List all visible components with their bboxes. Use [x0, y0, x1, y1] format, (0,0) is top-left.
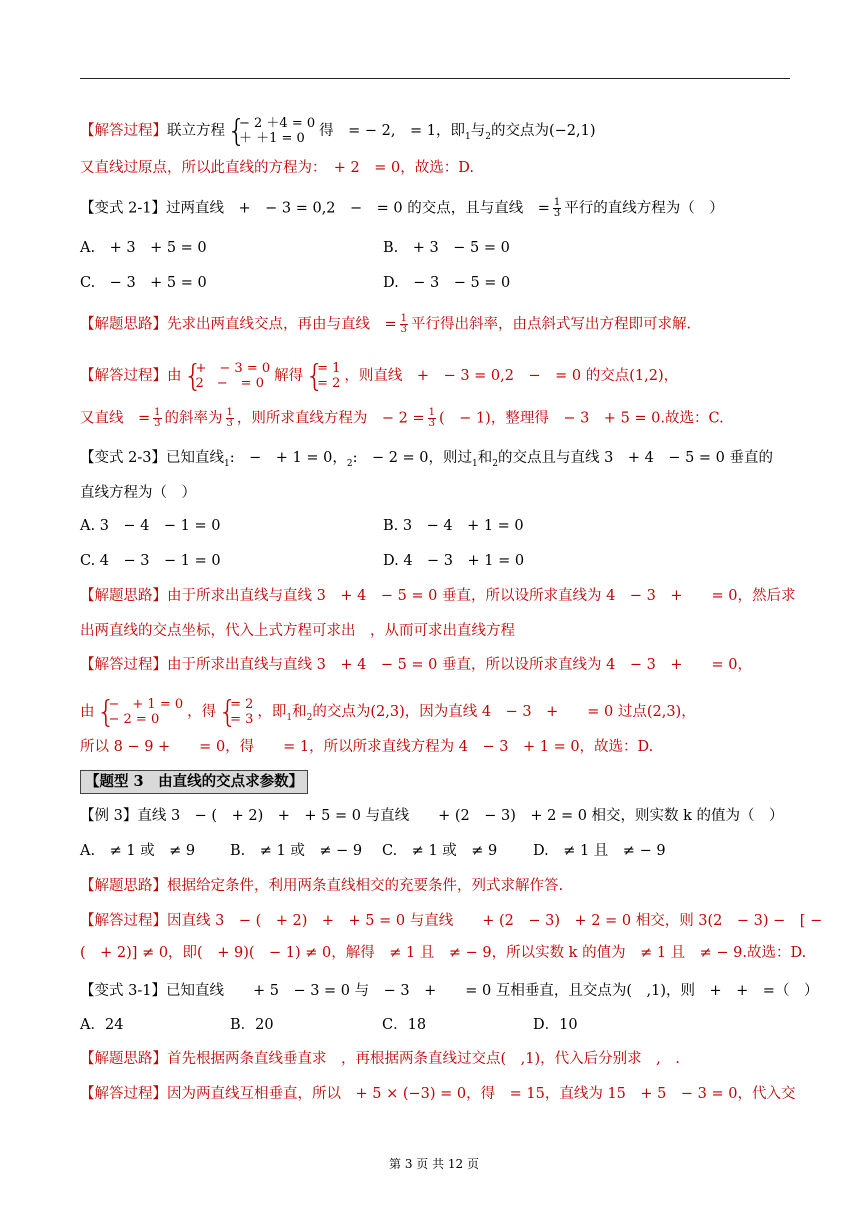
variant-2-3-question-cont: 直线方程为（ ）	[80, 485, 196, 501]
section-heading: 【题型 3 由直线的交点求参数】	[80, 770, 308, 794]
option-c: C. 4 − 3 − 1 = 0	[80, 553, 221, 569]
option-d: D. − 3 − 5 = 0	[383, 275, 511, 291]
solution-idea-2-1: 【解题思路】先求出两直线交点，再由与直线 = $\frac{1}{3}$ 平行得出斜率，由点斜式写出方程即可求解.	[80, 313, 692, 335]
option-a: A. ≠ 1 或 ≠ 9	[80, 843, 196, 859]
option-b: B. 3 − 4 + 1 = 0	[383, 518, 524, 534]
option-c: C．18	[382, 1017, 427, 1033]
equation-system: { + − 3 = 0 2 − = 0	[186, 361, 271, 391]
option-b: B. ≠ 1 或 ≠ − 9	[230, 843, 363, 859]
answer-process-3-line-1: 【解答过程】因直线 3 − ( + 2) + + 5 = 0 与直线 + (2 − 3) + 2 = 0 相交，则 3(2 − 3) − [ −	[80, 913, 823, 929]
solution-idea-2-3-line-1: 【解题思路】由于所求出直线与直线 3 + 4 − 5 = 0 垂直，所以设所求直线为 4 − 3 + = 0，然后求	[80, 588, 796, 604]
answer-process-line-1: 【解答过程】联立方程 { − 2 ＋4 = 0 ＋ ＋1 = 0 得 = − 2, = 1，即$_1$与$_2$的交点为(−2,1)	[80, 116, 792, 147]
fraction: $\frac{1}{3}$	[553, 197, 561, 219]
fraction: $\frac{1}{3}$	[428, 407, 436, 429]
option-a: A．24	[80, 1017, 124, 1033]
option-d: D. 4 − 3 + 1 = 0	[383, 553, 525, 569]
option-a: A. 3 − 4 − 1 = 0	[80, 518, 221, 534]
answer-process-2-3-line-2: 由 { − + 1 = 0 − 2 = 0 ，得 { = 2 = 3 ，即$_1$和$_2$的交点为(2,3)，因为直线 4 − 3 + = 0 过点(2,3)，	[80, 697, 792, 728]
option-b: B. + 3 − 5 = 0	[383, 240, 510, 256]
equation-system: { − 2 ＋4 = 0 ＋ ＋1 = 0	[229, 116, 315, 146]
answer-process-3-line-2: ( + 2)] ≠ 0，即( + 9)( − 1) ≠ 0，解得 ≠ 1 且 ≠ − 9，所以实数 k 的值为 ≠ 1 且 ≠ − 9.故选：D.	[80, 945, 807, 961]
solution-idea-3-1: 【解题思路】首先根据两条直线垂直求 ，再根据两条直线过交点( ,1)，代入后分别求 , .	[80, 1051, 680, 1067]
option-d: D．10	[533, 1017, 578, 1033]
option-b: B．20	[230, 1017, 274, 1033]
equation-system: { − + 1 = 0 − 2 = 0	[99, 697, 184, 727]
option-c: C. − 3 + 5 = 0	[80, 275, 207, 291]
answer-process-line-2: 又直线过原点，所以此直线的方程为： + 2 = 0，故选：D.	[80, 160, 474, 176]
solution-idea-2-3-line-2: 出两直线的交点坐标，代入上式方程可求出 ，从而可求出直线方程	[80, 623, 515, 639]
option-d: D. ≠ 1 且 ≠ − 9	[533, 843, 666, 859]
header-rule	[80, 78, 790, 79]
variant-2-1-question: 【变式 2-1】过两直线 + − 3 = 0,2 − = 0 的交点，且与直线 = $\frac{1}{3}$ 平行的直线方程为（ ）	[80, 197, 724, 219]
solution-idea-3: 【解题思路】根据给定条件，利用两条直线相交的充要条件，列式求解作答.	[80, 878, 564, 894]
fraction: $\frac{1}{3}$	[226, 407, 233, 429]
answer-process-3-1: 【解答过程】因为两直线互相垂直，所以 + 5 × (−3) = 0，得 = 15，直线为 15 + 5 − 3 = 0，代入交	[80, 1086, 796, 1102]
equation-system: { = 2 = 3	[220, 697, 253, 727]
page-footer: 第 3 页 共 12 页	[389, 1157, 479, 1171]
example-3-question: 【例 3】直线 3 − ( + 2) + + 5 = 0 与直线 + (2 − 3) + 2 = 0 相交，则实数 k 的值为（ ）	[80, 808, 784, 824]
fraction: $\frac{1}{3}$	[154, 407, 161, 429]
option-a: A. + 3 + 5 = 0	[80, 240, 207, 256]
answer-process-2-1-line-1: 【解答过程】由 { + − 3 = 0 2 − = 0 解得 { = 1 = 2 ，则直线 + − 3 = 0,2 − = 0 的交点(1,2)，	[80, 361, 792, 391]
variant-3-1-question: 【变式 3-1】已知直线 + 5 − 3 = 0 与 − 3 + = 0 互相垂直，且交点为( ,1)，则 + + =（ ）	[80, 983, 819, 999]
variant-2-3-question: 【变式 2-3】已知直线$_1$: − + 1 = 0，$_2$: − 2 = 0，则过$_1$和$_2$的交点且与直线 3 + 4 − 5 = 0 垂直的	[80, 450, 774, 469]
option-c: C. ≠ 1 或 ≠ 9	[382, 843, 498, 859]
answer-process-2-3-line-3: 所以 8 − 9 + = 0，得 = 1，所以所求直线方程为 4 − 3 + 1 = 0，故选：D.	[80, 739, 654, 755]
fraction: $\frac{1}{3}$	[400, 313, 408, 335]
answer-process-2-1-line-2: 又直线 = $\frac{1}{3}$ 的斜率为 $\frac{1}{3}$ ，则所求直线方程为 − 2 = $\frac{1}{3}$ ( − 1)，整理得 − 3 + 5 = 0.故选：C.	[80, 407, 724, 429]
answer-process-2-3-line-1: 【解答过程】由于所求出直线与直线 3 + 4 − 5 = 0 垂直，所以设所求直线为 4 − 3 + = 0，	[80, 657, 752, 673]
equation-system: { = 1 = 2	[307, 361, 340, 391]
